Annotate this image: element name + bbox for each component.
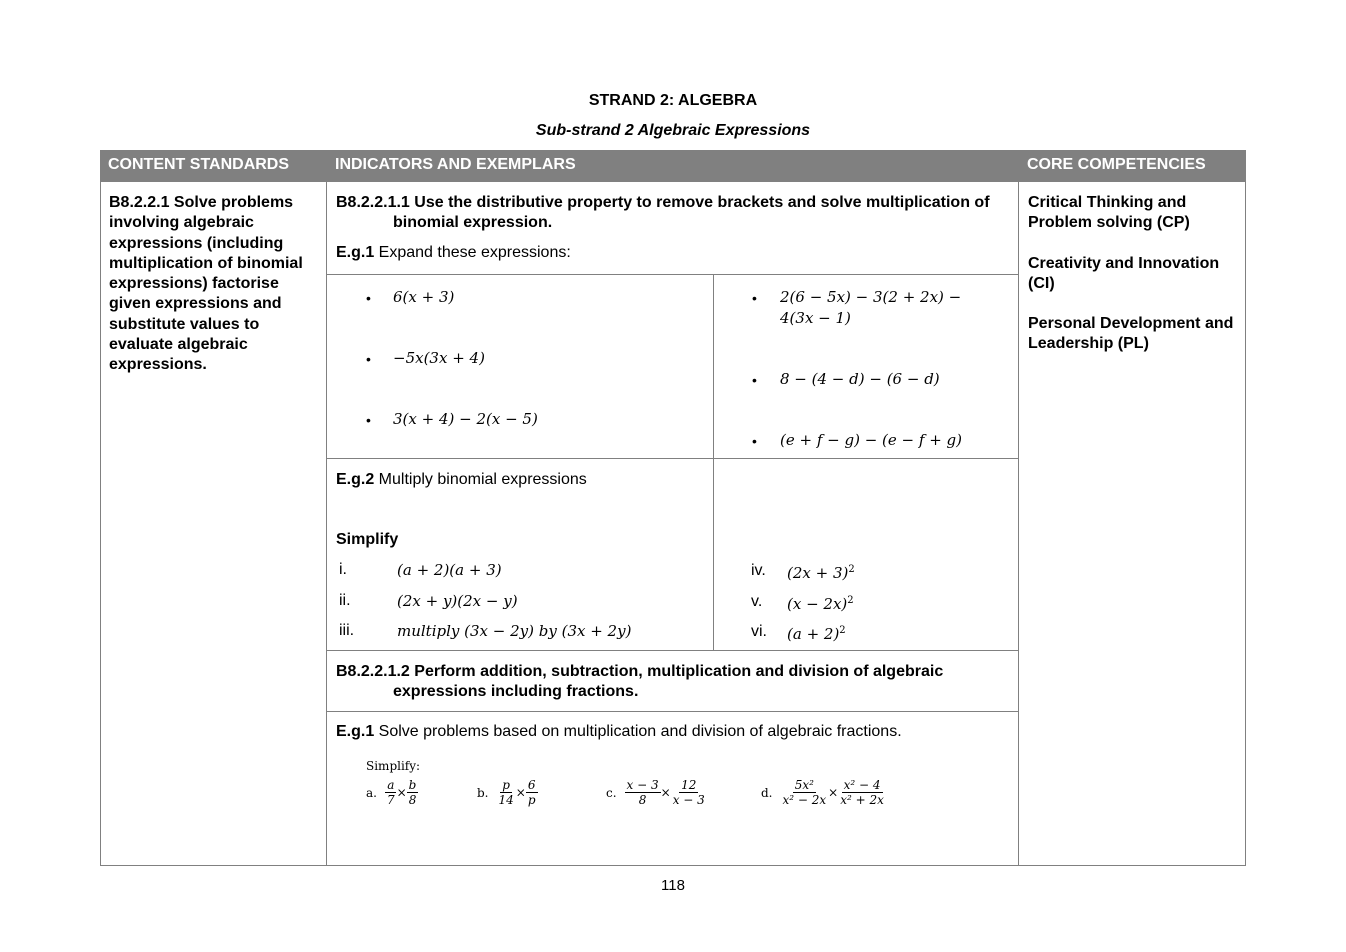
numerator: 12	[681, 778, 697, 792]
indicator-2-example-1	[336, 722, 902, 742]
times-sign: ×	[515, 785, 526, 800]
indicator-2-title: B8.2.2.1.2 Perform addition, subtraction, multiplication and division of algebraic expressions including fractions.	[336, 663, 944, 701]
exponent: 2	[848, 564, 855, 575]
fraction-item-c	[606, 778, 707, 807]
expand-item-2: −5x(3x + 4)	[393, 349, 485, 367]
fraction-item-b	[477, 778, 538, 807]
fraction-item-d	[761, 778, 886, 807]
example-label: E.g.1	[336, 723, 375, 740]
denominator: x² + 2x	[840, 793, 884, 807]
row-divider-2	[326, 458, 1019, 459]
bullet-icon: •	[366, 351, 371, 367]
fraction	[838, 778, 886, 807]
numerator: 5x²	[794, 778, 814, 792]
numerator: a	[387, 778, 395, 792]
bullet-icon: •	[752, 290, 757, 306]
list-number: iii.	[339, 622, 355, 639]
multiply-item-1: (a + 2)(a + 3)	[397, 561, 502, 579]
bullet-icon: •	[752, 433, 757, 449]
expression: (a + 2)	[787, 625, 840, 643]
fraction	[671, 778, 707, 807]
row-divider-3	[326, 650, 1019, 651]
indicator-1-example-2	[336, 470, 587, 490]
column-divider-1	[326, 150, 327, 866]
fraction	[385, 778, 397, 807]
example-label: E.g.1	[336, 244, 375, 261]
table-border-left	[100, 150, 101, 866]
exponent: 2	[847, 595, 854, 606]
times-sign: ×	[828, 785, 839, 800]
competency-critical-thinking: Critical Thinking and Problem solving (CP)	[1028, 194, 1190, 232]
numerator: b	[408, 778, 417, 792]
bullet-icon: •	[752, 372, 757, 388]
multiply-item-6	[787, 621, 846, 644]
simplify-label: Simplify	[336, 531, 399, 548]
multiply-item-4	[787, 560, 855, 583]
denominator: 14	[498, 793, 514, 807]
table-border-bottom	[100, 865, 1246, 866]
strand-title: STRAND 2: ALGEBRA	[588, 92, 758, 109]
numerator: 6	[527, 778, 536, 792]
fraction-item-a	[366, 778, 418, 807]
fraction-label: b.	[477, 785, 489, 800]
expand-item-4-line-1: 2(6 − 5x) − 3(2 + 2x) −	[780, 288, 962, 306]
competency-creativity: Creativity and Innovation (CI)	[1028, 255, 1220, 293]
numerator: x² − 4	[843, 778, 881, 792]
fraction	[781, 778, 829, 807]
list-number: i.	[339, 561, 347, 578]
example-label: E.g.2	[336, 471, 375, 488]
list-number: ii.	[339, 592, 351, 609]
sub-strand-title: Sub-strand 2 Algebraic Expressions	[535, 122, 811, 139]
page-number: 118	[661, 877, 685, 894]
expand-item-1: 6(x + 3)	[393, 288, 455, 306]
denominator: p	[527, 793, 536, 807]
denominator: 7	[386, 793, 395, 807]
header-content-standards: CONTENT STANDARDS	[100, 150, 326, 182]
fraction	[625, 778, 661, 807]
row-divider-1	[326, 274, 1019, 275]
fraction-label: a.	[366, 785, 377, 800]
fraction	[526, 778, 538, 807]
example-text: Solve problems based on multiplication and division of algebraic fractions.	[374, 723, 902, 740]
expression: (2x + 3)	[787, 564, 849, 582]
expand-item-5: 8 − (4 − d) − (6 − d)	[780, 370, 940, 388]
expand-item-4-line-2: 4(3x − 1)	[780, 309, 851, 327]
denominator: x − 3	[672, 793, 705, 807]
competency-personal-development: Personal Development and Leadership (PL)	[1028, 315, 1234, 353]
column-divider-2	[1018, 150, 1019, 866]
example-text: Expand these expressions:	[374, 244, 571, 261]
numerator: x − 3	[626, 778, 659, 792]
multiply-item-5	[787, 591, 854, 614]
list-number: iv.	[751, 562, 766, 579]
list-number: vi.	[751, 623, 767, 640]
expand-item-6: (e + f − g) − (e − f + g)	[780, 431, 962, 449]
exponent: 2	[839, 625, 846, 636]
denominator: 8	[638, 793, 647, 807]
header-indicators: INDICATORS AND EXEMPLARS	[327, 150, 1018, 182]
indicator-1-title: B8.2.2.1.1 Use the distributive property to remove brackets and solve multiplication of binomial expression.	[336, 194, 990, 232]
expression: (x − 2x)	[787, 595, 848, 613]
inner-column-divider	[713, 274, 714, 651]
header-core-competencies: CORE COMPETENCIES	[1019, 150, 1245, 182]
numerator: p	[502, 778, 510, 792]
content-standard: B8.2.2.1 Solve problems involving algebraic expressions (including multiplication of binomial expressions) factorise given expressions and substitute values to evaluate algebraic expressions.	[109, 194, 303, 374]
fractions-simplify-label: Simplify:	[366, 759, 421, 773]
bullet-icon: •	[366, 412, 371, 428]
fraction-label: c.	[606, 785, 617, 800]
row-divider-4	[326, 711, 1019, 712]
expand-item-3: 3(x + 4) − 2(x − 5)	[393, 410, 538, 428]
fraction-label: d.	[761, 785, 773, 800]
table-border-right	[1245, 150, 1246, 866]
denominator: 8	[408, 793, 417, 807]
times-sign: ×	[396, 785, 407, 800]
times-sign: ×	[660, 785, 671, 800]
fraction	[407, 778, 419, 807]
example-text: Multiply binomial expressions	[374, 471, 587, 488]
fraction	[497, 778, 516, 807]
denominator: x² − 2x	[782, 793, 827, 807]
bullet-icon: •	[366, 290, 371, 306]
multiply-item-3: multiply (3x − 2y) by (3x + 2y)	[397, 622, 632, 640]
indicator-1-example-1	[336, 243, 571, 263]
multiply-item-2: (2x + y)(2x − y)	[397, 592, 518, 610]
list-number: v.	[751, 593, 763, 610]
